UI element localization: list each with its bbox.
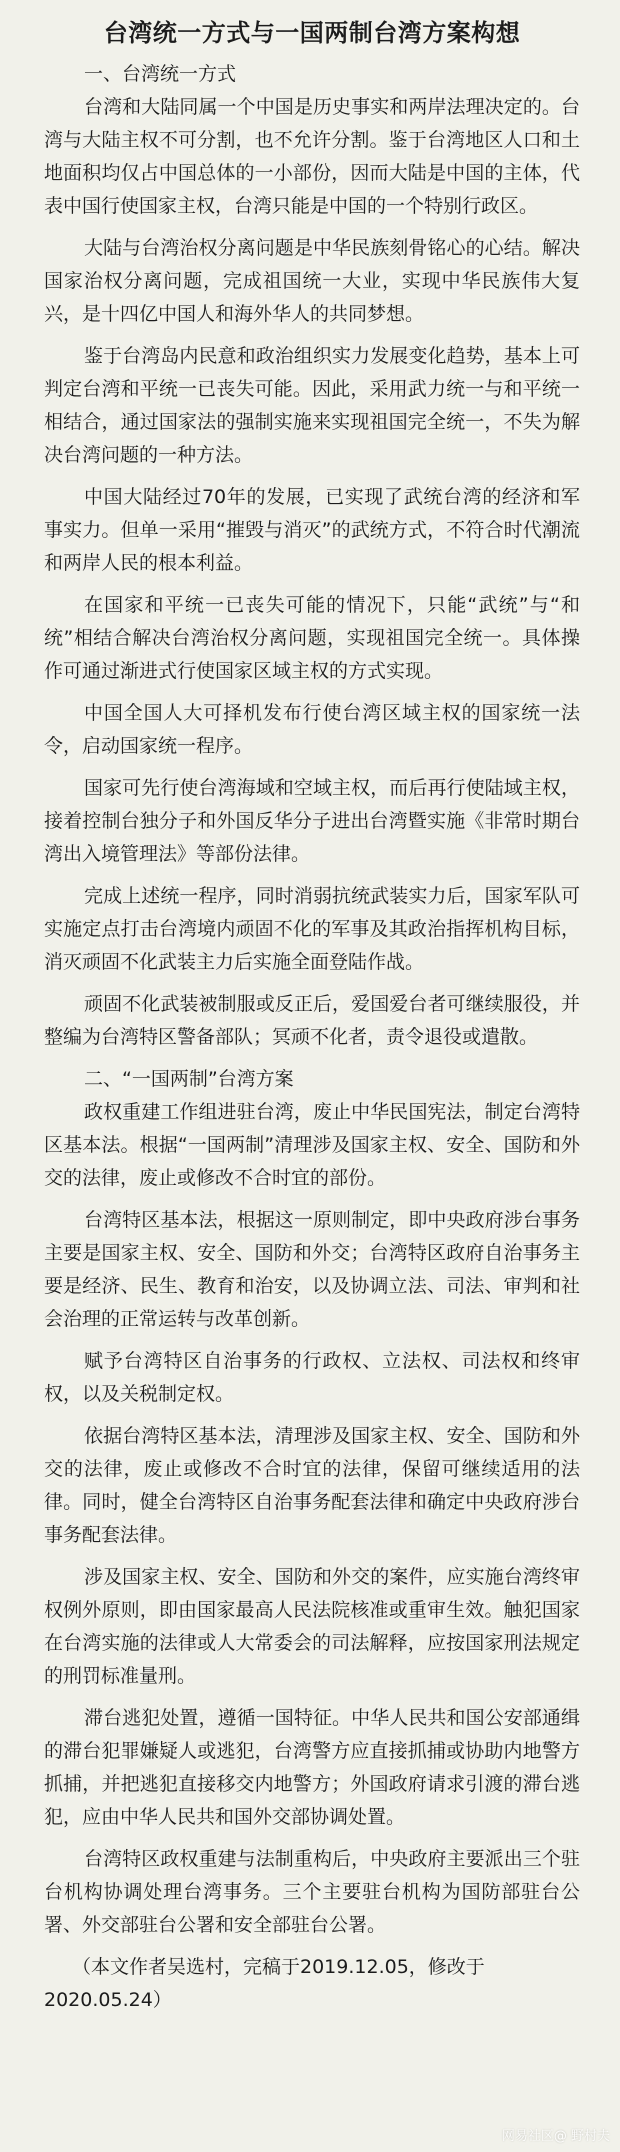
paragraph: 台湾特区基本法，根据这一原则制定，即中央政府涉台事务主要是国家主权、安全、国防和外交；台湾特区政府自治事务主要是经济、民生、教育和治安，以及协调立法、司法、审判和社会治理的正常运转与改革创新。 <box>44 1209 580 1330</box>
section-heading: 一、台湾统一方式 <box>84 63 237 85</box>
paragraph: 涉及国家主权、安全、国防和外交的案件，应实施台湾终审权例外原则，即由国家最高人民法院核准或重审生效。触犯国家在台湾实施的法律或人大常委会的司法解释，应按国家刑法规定的刑罚标准量刑。 <box>44 1566 580 1687</box>
section-heading: 二、“一国两制”台湾方案 <box>84 1068 294 1090</box>
paragraph: 大陆与台湾治权分离问题是中华民族刻骨铭心的心结。解决国家治权分离问题，完成祖国统一大业，实现中华民族伟大复兴，是十四亿中国人和海外华人的共同梦想。 <box>44 237 580 325</box>
paragraph: 国家可先行使台湾海域和空域主权，而后再行使陆域主权，接着控制台独分子和外国反华分子进出台湾暨实施《非常时期台湾出入境管理法》等部份法律。 <box>44 777 580 865</box>
paragraph: 完成上述统一程序，同时消弱抗统武装实力后，国家军队可实施定点打击台湾境内顽固不化的军事及其政治指挥机构目标，消灭顽固不化武装主力后实施全面登陆作战。 <box>44 885 580 973</box>
author-note: （本文作者吴选村，完稿于2019.12.05，修改于2020.05.24） <box>44 1956 485 2011</box>
watermark: 网易社区@ 野村夫 <box>501 2129 610 2144</box>
paragraph: 滞台逃犯处置，遵循一国特征。中华人民共和国公安部通缉的滞台犯罪嫌疑人或逃犯，台湾警方应直接抓捕或协助内地警方抓捕，并把逃犯直接移交内地警方；外国政府请求引渡的滞台逃犯，应由中华人民共和国外交部协调处置。 <box>44 1707 580 1828</box>
paragraph: 顽固不化武装被制服或反正后，爱国爱台者可继续服役，并整编为台湾特区警备部队；冥顽不化者，责令退役或遣散。 <box>44 993 580 1048</box>
paragraph: 中国全国人大可择机发布行使台湾区域主权的国家统一法令，启动国家统一程序。 <box>44 702 580 757</box>
paragraph: 鉴于台湾岛内民意和政治组织实力发展变化趋势，基本上可判定台湾和平统一已丧失可能。因此，采用武力统一与和平统一相结合，通过国家法的强制实施来实现祖国完全统一，不失为解决台湾问题的一种方法。 <box>44 345 580 466</box>
paragraph: 中国大陆经过70年的发展，已实现了武统台湾的经济和军事实力。但单一采用“摧毁与消灭”的武统方式，不符合时代潮流和两岸人民的根本利益。 <box>44 486 580 574</box>
paragraph: 台湾和大陆同属一个中国是历史事实和两岸法理决定的。台湾与大陆主权不可分割，也不允许分割。鉴于台湾地区人口和土地面积均仅占中国总体的一小部份，因而大陆是中国的主体，代表中国行使国家主权，台湾只能是中国的一个特别行政区。 <box>44 96 580 217</box>
paragraph: 在国家和平统一已丧失可能的情况下，只能“武统”与“和统”相结合解决台湾治权分离问题，实现祖国完全统一。具体操作可通过渐进式行使国家区域主权的方式实现。 <box>44 594 580 682</box>
paragraph: 政权重建工作组进驻台湾，废止中华民国宪法，制定台湾特区基本法。根据“一国两制”清理涉及国家主权、安全、国防和外交的法律，废止或修改不合时宜的部份。 <box>44 1101 580 1189</box>
paragraph: 依据台湾特区基本法，清理涉及国家主权、安全、国防和外交的法律，废止或修改不合时宜的法律，保留可继续适用的法律。同时，健全台湾特区自治事务配套法律和确定中央政府涉台事务配套法律。 <box>44 1425 580 1546</box>
document-title: 台湾统一方式与一国两制台湾方案构想 <box>103 19 521 47</box>
paragraph: 赋予台湾特区自治事务的行政权、立法权、司法权和终审权，以及关税制定权。 <box>44 1350 580 1405</box>
paragraph: 台湾特区政权重建与法制重构后，中央政府主要派出三个驻台机构协调处理台湾事务。三个主要驻台机构为国防部驻台公署、外交部驻台公署和安全部驻台公署。 <box>44 1848 580 1936</box>
